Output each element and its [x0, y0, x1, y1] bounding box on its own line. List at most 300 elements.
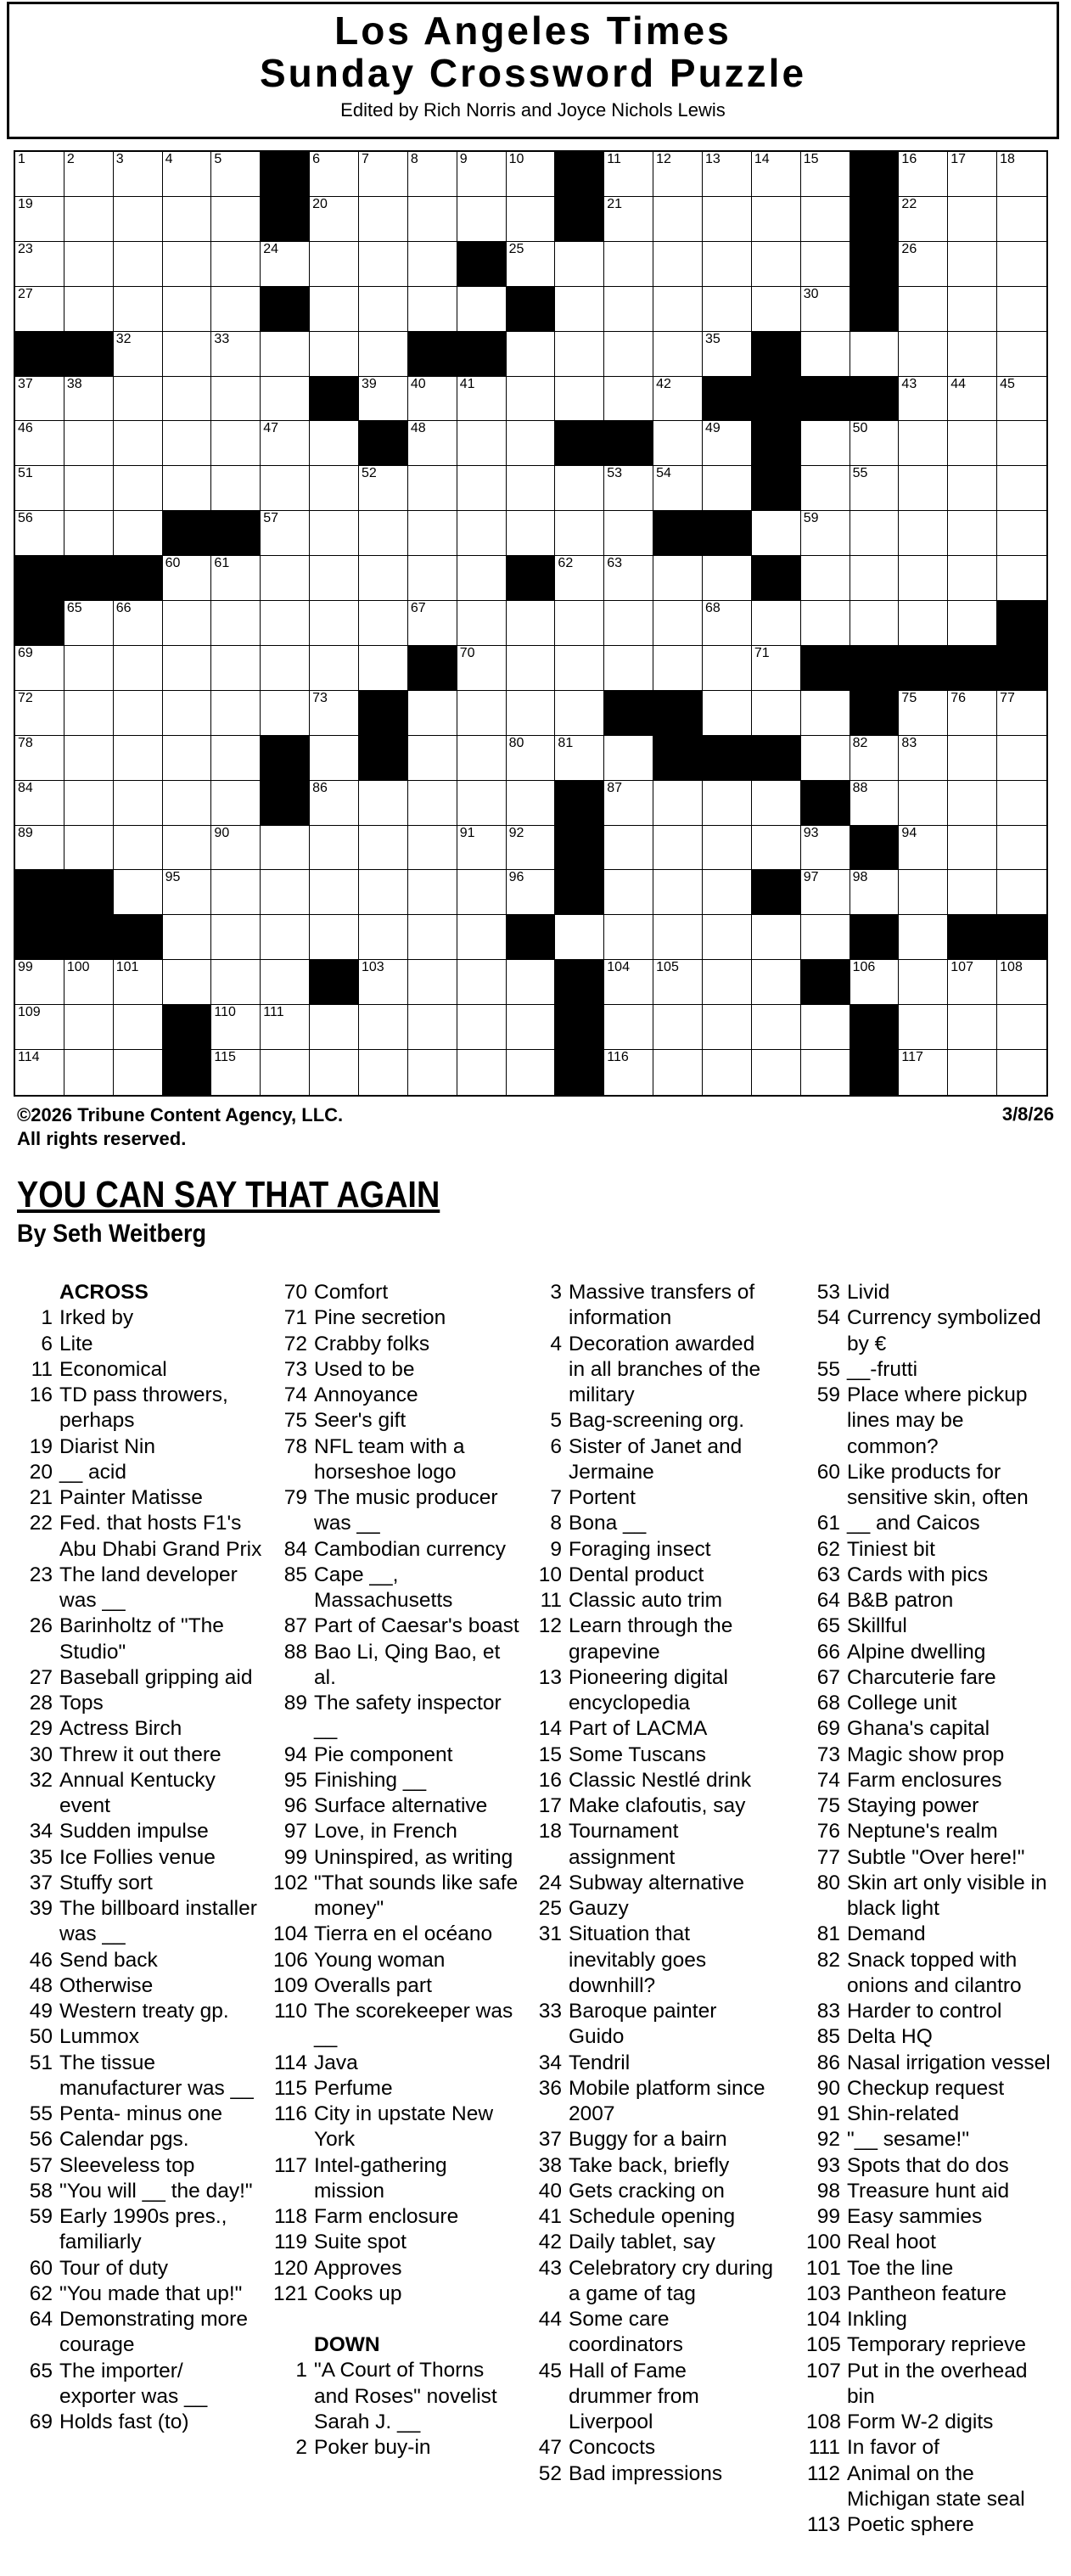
grid-cell[interactable] — [801, 332, 850, 377]
grid-cell[interactable] — [408, 1050, 457, 1095]
grid-cell[interactable] — [555, 915, 604, 960]
grid-cell[interactable] — [359, 197, 408, 242]
grid-cell[interactable] — [801, 1050, 850, 1095]
grid-cell[interactable] — [604, 826, 653, 871]
grid-cell[interactable] — [163, 152, 212, 197]
grid-cell[interactable] — [114, 332, 163, 377]
grid-cell[interactable] — [64, 421, 114, 466]
grid-cell[interactable] — [899, 826, 948, 871]
grid-cell[interactable] — [752, 601, 801, 646]
grid-cell[interactable] — [507, 960, 556, 1005]
grid-cell[interactable] — [163, 242, 212, 287]
grid-cell[interactable] — [555, 377, 604, 422]
grid-cell[interactable] — [211, 736, 261, 781]
grid-cell[interactable] — [310, 915, 359, 960]
grid-cell[interactable] — [948, 826, 997, 871]
grid-cell[interactable] — [997, 870, 1046, 915]
grid-cell[interactable] — [310, 601, 359, 646]
grid-cell[interactable] — [408, 287, 457, 332]
grid-cell[interactable] — [507, 826, 556, 871]
grid-cell[interactable] — [801, 197, 850, 242]
grid-cell[interactable] — [211, 377, 261, 422]
grid-cell[interactable] — [752, 691, 801, 736]
grid-cell[interactable] — [948, 870, 997, 915]
grid-cell[interactable] — [163, 377, 212, 422]
grid-cell[interactable] — [752, 826, 801, 871]
grid-cell[interactable] — [948, 960, 997, 1005]
grid-cell[interactable] — [261, 242, 310, 287]
grid-cell[interactable] — [948, 152, 997, 197]
grid-cell[interactable] — [310, 332, 359, 377]
grid-cell[interactable] — [457, 736, 507, 781]
grid-cell[interactable] — [703, 466, 752, 511]
grid-cell[interactable] — [604, 152, 653, 197]
grid-cell[interactable] — [703, 242, 752, 287]
grid-cell[interactable] — [703, 1005, 752, 1050]
grid-cell[interactable] — [64, 736, 114, 781]
grid-cell[interactable] — [359, 826, 408, 871]
grid-cell[interactable] — [801, 601, 850, 646]
grid-cell[interactable] — [310, 466, 359, 511]
grid-cell[interactable] — [64, 781, 114, 826]
grid-cell[interactable] — [211, 1005, 261, 1050]
grid-cell[interactable] — [948, 736, 997, 781]
grid-cell[interactable] — [211, 242, 261, 287]
grid-cell[interactable] — [899, 421, 948, 466]
grid-cell[interactable] — [703, 556, 752, 601]
grid-cell[interactable] — [310, 736, 359, 781]
grid-cell[interactable] — [899, 287, 948, 332]
grid-cell[interactable] — [703, 781, 752, 826]
grid-cell[interactable] — [457, 1005, 507, 1050]
grid-cell[interactable] — [114, 601, 163, 646]
grid-cell[interactable] — [507, 646, 556, 691]
grid-cell[interactable] — [408, 511, 457, 556]
grid-cell[interactable] — [64, 1005, 114, 1050]
grid-cell[interactable] — [211, 197, 261, 242]
grid-cell[interactable] — [997, 781, 1046, 826]
grid-cell[interactable] — [408, 421, 457, 466]
grid-cell[interactable] — [114, 242, 163, 287]
grid-cell[interactable] — [457, 870, 507, 915]
grid-cell[interactable] — [64, 197, 114, 242]
grid-cell[interactable] — [457, 960, 507, 1005]
grid-cell[interactable] — [15, 377, 64, 422]
grid-cell[interactable] — [948, 1005, 997, 1050]
grid-cell[interactable] — [948, 421, 997, 466]
grid-cell[interactable] — [752, 152, 801, 197]
grid-cell[interactable] — [604, 870, 653, 915]
grid-cell[interactable] — [408, 781, 457, 826]
grid-cell[interactable] — [555, 466, 604, 511]
grid-cell[interactable] — [899, 242, 948, 287]
grid-cell[interactable] — [703, 197, 752, 242]
grid-cell[interactable] — [703, 870, 752, 915]
grid-cell[interactable] — [555, 556, 604, 601]
grid-cell[interactable] — [359, 242, 408, 287]
grid-cell[interactable] — [408, 556, 457, 601]
grid-cell[interactable] — [163, 781, 212, 826]
grid-cell[interactable] — [15, 466, 64, 511]
grid-cell[interactable] — [310, 870, 359, 915]
grid-cell[interactable] — [703, 915, 752, 960]
grid-cell[interactable] — [555, 736, 604, 781]
grid-cell[interactable] — [64, 601, 114, 646]
grid-cell[interactable] — [261, 870, 310, 915]
grid-cell[interactable] — [899, 466, 948, 511]
grid-cell[interactable] — [801, 287, 850, 332]
grid-cell[interactable] — [752, 781, 801, 826]
grid-cell[interactable] — [801, 691, 850, 736]
grid-cell[interactable] — [359, 870, 408, 915]
grid-cell[interactable] — [64, 646, 114, 691]
grid-cell[interactable] — [850, 601, 900, 646]
grid-cell[interactable] — [114, 691, 163, 736]
grid-cell[interactable] — [163, 601, 212, 646]
grid-cell[interactable] — [310, 646, 359, 691]
grid-cell[interactable] — [555, 691, 604, 736]
grid-cell[interactable] — [163, 826, 212, 871]
grid-cell[interactable] — [801, 1005, 850, 1050]
grid-cell[interactable] — [15, 1050, 64, 1095]
grid-cell[interactable] — [359, 1050, 408, 1095]
grid-cell[interactable] — [163, 691, 212, 736]
grid-cell[interactable] — [752, 511, 801, 556]
grid-cell[interactable] — [408, 377, 457, 422]
grid-cell[interactable] — [15, 960, 64, 1005]
grid-cell[interactable] — [211, 421, 261, 466]
grid-cell[interactable] — [310, 197, 359, 242]
grid-cell[interactable] — [408, 1005, 457, 1050]
grid-cell[interactable] — [997, 960, 1046, 1005]
grid-cell[interactable] — [948, 466, 997, 511]
grid-cell[interactable] — [211, 915, 261, 960]
grid-cell[interactable] — [850, 511, 900, 556]
grid-cell[interactable] — [15, 511, 64, 556]
grid-cell[interactable] — [653, 152, 703, 197]
grid-cell[interactable] — [457, 287, 507, 332]
grid-cell[interactable] — [703, 332, 752, 377]
grid-cell[interactable] — [359, 377, 408, 422]
grid-cell[interactable] — [948, 781, 997, 826]
grid-cell[interactable] — [457, 646, 507, 691]
grid-cell[interactable] — [653, 601, 703, 646]
grid-cell[interactable] — [310, 826, 359, 871]
grid-cell[interactable] — [507, 242, 556, 287]
grid-cell[interactable] — [653, 1005, 703, 1050]
grid-cell[interactable] — [653, 1050, 703, 1095]
grid-cell[interactable] — [752, 242, 801, 287]
grid-cell[interactable] — [703, 1050, 752, 1095]
grid-cell[interactable] — [653, 870, 703, 915]
grid-cell[interactable] — [261, 915, 310, 960]
grid-cell[interactable] — [899, 960, 948, 1005]
grid-cell[interactable] — [211, 781, 261, 826]
grid-cell[interactable] — [604, 377, 653, 422]
grid-cell[interactable] — [64, 691, 114, 736]
grid-cell[interactable] — [408, 152, 457, 197]
grid-cell[interactable] — [261, 421, 310, 466]
grid-cell[interactable] — [15, 287, 64, 332]
grid-cell[interactable] — [703, 287, 752, 332]
grid-cell[interactable] — [408, 601, 457, 646]
grid-cell[interactable] — [310, 1050, 359, 1095]
grid-cell[interactable] — [163, 287, 212, 332]
grid-cell[interactable] — [801, 466, 850, 511]
grid-cell[interactable] — [703, 601, 752, 646]
grid-cell[interactable] — [359, 960, 408, 1005]
grid-cell[interactable] — [507, 691, 556, 736]
grid-cell[interactable] — [457, 915, 507, 960]
grid-cell[interactable] — [310, 287, 359, 332]
grid-cell[interactable] — [64, 1050, 114, 1095]
grid-cell[interactable] — [850, 421, 900, 466]
grid-cell[interactable] — [899, 1050, 948, 1095]
grid-cell[interactable] — [408, 915, 457, 960]
grid-cell[interactable] — [310, 781, 359, 826]
grid-cell[interactable] — [64, 287, 114, 332]
grid-cell[interactable] — [604, 287, 653, 332]
grid-cell[interactable] — [604, 1005, 653, 1050]
grid-cell[interactable] — [801, 511, 850, 556]
grid-cell[interactable] — [555, 601, 604, 646]
grid-cell[interactable] — [752, 1050, 801, 1095]
grid-cell[interactable] — [310, 1005, 359, 1050]
grid-cell[interactable] — [163, 915, 212, 960]
grid-cell[interactable] — [163, 960, 212, 1005]
grid-cell[interactable] — [261, 511, 310, 556]
grid-cell[interactable] — [310, 421, 359, 466]
grid-cell[interactable] — [604, 511, 653, 556]
grid-cell[interactable] — [163, 646, 212, 691]
grid-cell[interactable] — [899, 781, 948, 826]
grid-cell[interactable] — [801, 736, 850, 781]
grid-cell[interactable] — [850, 870, 900, 915]
grid-cell[interactable] — [899, 870, 948, 915]
grid-cell[interactable] — [310, 152, 359, 197]
grid-cell[interactable] — [163, 332, 212, 377]
grid-cell[interactable] — [801, 870, 850, 915]
grid-cell[interactable] — [997, 287, 1046, 332]
grid-cell[interactable] — [261, 556, 310, 601]
grid-cell[interactable] — [899, 332, 948, 377]
grid-cell[interactable] — [899, 1005, 948, 1050]
grid-cell[interactable] — [948, 511, 997, 556]
grid-cell[interactable] — [899, 197, 948, 242]
grid-cell[interactable] — [850, 466, 900, 511]
grid-cell[interactable] — [163, 466, 212, 511]
grid-cell[interactable] — [261, 960, 310, 1005]
grid-cell[interactable] — [801, 242, 850, 287]
grid-cell[interactable] — [64, 152, 114, 197]
grid-cell[interactable] — [457, 466, 507, 511]
grid-cell[interactable] — [211, 332, 261, 377]
grid-cell[interactable] — [261, 601, 310, 646]
grid-cell[interactable] — [850, 556, 900, 601]
grid-cell[interactable] — [359, 466, 408, 511]
grid-cell[interactable] — [114, 646, 163, 691]
grid-cell[interactable] — [899, 511, 948, 556]
grid-cell[interactable] — [261, 466, 310, 511]
grid-cell[interactable] — [752, 915, 801, 960]
grid-cell[interactable] — [261, 691, 310, 736]
grid-cell[interactable] — [211, 601, 261, 646]
grid-cell[interactable] — [114, 511, 163, 556]
grid-cell[interactable] — [359, 1005, 408, 1050]
grid-cell[interactable] — [653, 915, 703, 960]
grid-cell[interactable] — [653, 287, 703, 332]
grid-cell[interactable] — [64, 826, 114, 871]
grid-cell[interactable] — [801, 152, 850, 197]
grid-cell[interactable] — [114, 826, 163, 871]
grid-cell[interactable] — [15, 646, 64, 691]
grid-cell[interactable] — [15, 826, 64, 871]
grid-cell[interactable] — [114, 870, 163, 915]
grid-cell[interactable] — [997, 152, 1046, 197]
grid-cell[interactable] — [899, 915, 948, 960]
grid-cell[interactable] — [261, 826, 310, 871]
grid-cell[interactable] — [948, 1050, 997, 1095]
grid-cell[interactable] — [15, 242, 64, 287]
grid-cell[interactable] — [604, 332, 653, 377]
grid-cell[interactable] — [261, 1050, 310, 1095]
grid-cell[interactable] — [801, 826, 850, 871]
grid-cell[interactable] — [457, 421, 507, 466]
grid-cell[interactable] — [604, 197, 653, 242]
grid-cell[interactable] — [261, 646, 310, 691]
grid-cell[interactable] — [653, 332, 703, 377]
grid-cell[interactable] — [114, 377, 163, 422]
grid-cell[interactable] — [653, 242, 703, 287]
grid-cell[interactable] — [752, 960, 801, 1005]
grid-cell[interactable] — [850, 781, 900, 826]
grid-cell[interactable] — [604, 646, 653, 691]
grid-cell[interactable] — [408, 736, 457, 781]
grid-cell[interactable] — [15, 197, 64, 242]
grid-cell[interactable] — [948, 242, 997, 287]
grid-cell[interactable] — [310, 511, 359, 556]
grid-cell[interactable] — [507, 152, 556, 197]
grid-cell[interactable] — [752, 287, 801, 332]
grid-cell[interactable] — [604, 736, 653, 781]
grid-cell[interactable] — [114, 197, 163, 242]
grid-cell[interactable] — [507, 601, 556, 646]
grid-cell[interactable] — [653, 466, 703, 511]
grid-cell[interactable] — [507, 197, 556, 242]
grid-cell[interactable] — [114, 287, 163, 332]
grid-cell[interactable] — [114, 736, 163, 781]
grid-cell[interactable] — [457, 601, 507, 646]
grid-cell[interactable] — [948, 287, 997, 332]
grid-cell[interactable] — [507, 1050, 556, 1095]
grid-cell[interactable] — [211, 152, 261, 197]
grid-cell[interactable] — [359, 332, 408, 377]
grid-cell[interactable] — [507, 377, 556, 422]
grid-cell[interactable] — [653, 960, 703, 1005]
grid-cell[interactable] — [507, 466, 556, 511]
grid-cell[interactable] — [211, 691, 261, 736]
grid-cell[interactable] — [948, 197, 997, 242]
grid-cell[interactable] — [15, 1005, 64, 1050]
grid-cell[interactable] — [948, 556, 997, 601]
grid-cell[interactable] — [408, 197, 457, 242]
grid-cell[interactable] — [359, 287, 408, 332]
grid-cell[interactable] — [211, 870, 261, 915]
grid-cell[interactable] — [359, 152, 408, 197]
grid-cell[interactable] — [359, 915, 408, 960]
grid-cell[interactable] — [801, 421, 850, 466]
grid-cell[interactable] — [604, 781, 653, 826]
grid-cell[interactable] — [163, 421, 212, 466]
grid-cell[interactable] — [114, 466, 163, 511]
grid-cell[interactable] — [359, 646, 408, 691]
grid-cell[interactable] — [310, 691, 359, 736]
grid-cell[interactable] — [359, 556, 408, 601]
grid-cell[interactable] — [653, 421, 703, 466]
grid-cell[interactable] — [211, 287, 261, 332]
grid-cell[interactable] — [604, 915, 653, 960]
grid-cell[interactable] — [752, 1005, 801, 1050]
grid-cell[interactable] — [850, 332, 900, 377]
grid-cell[interactable] — [211, 646, 261, 691]
grid-cell[interactable] — [997, 377, 1046, 422]
grid-cell[interactable] — [997, 736, 1046, 781]
grid-cell[interactable] — [114, 781, 163, 826]
grid-cell[interactable] — [64, 377, 114, 422]
grid-cell[interactable] — [211, 466, 261, 511]
grid-cell[interactable] — [64, 511, 114, 556]
grid-cell[interactable] — [997, 511, 1046, 556]
grid-cell[interactable] — [15, 691, 64, 736]
grid-cell[interactable] — [408, 960, 457, 1005]
grid-cell[interactable] — [457, 377, 507, 422]
grid-cell[interactable] — [752, 197, 801, 242]
grid-cell[interactable] — [555, 646, 604, 691]
grid-cell[interactable] — [114, 960, 163, 1005]
grid-cell[interactable] — [850, 960, 900, 1005]
grid-cell[interactable] — [948, 691, 997, 736]
grid-cell[interactable] — [211, 1050, 261, 1095]
grid-cell[interactable] — [408, 466, 457, 511]
grid-cell[interactable] — [997, 421, 1046, 466]
grid-cell[interactable] — [604, 556, 653, 601]
grid-cell[interactable] — [310, 556, 359, 601]
grid-cell[interactable] — [703, 152, 752, 197]
grid-cell[interactable] — [801, 556, 850, 601]
grid-cell[interactable] — [359, 781, 408, 826]
grid-cell[interactable] — [703, 646, 752, 691]
grid-cell[interactable] — [507, 870, 556, 915]
grid-cell[interactable] — [211, 556, 261, 601]
grid-cell[interactable] — [15, 781, 64, 826]
grid-cell[interactable] — [507, 1005, 556, 1050]
grid-cell[interactable] — [997, 1005, 1046, 1050]
grid-cell[interactable] — [310, 242, 359, 287]
grid-cell[interactable] — [948, 332, 997, 377]
grid-cell[interactable] — [653, 556, 703, 601]
grid-cell[interactable] — [64, 466, 114, 511]
grid-cell[interactable] — [507, 736, 556, 781]
grid-cell[interactable] — [114, 152, 163, 197]
grid-cell[interactable] — [555, 242, 604, 287]
grid-cell[interactable] — [604, 242, 653, 287]
grid-cell[interactable] — [604, 601, 653, 646]
grid-cell[interactable] — [507, 781, 556, 826]
grid-cell[interactable] — [997, 691, 1046, 736]
grid-cell[interactable] — [457, 152, 507, 197]
grid-cell[interactable] — [653, 646, 703, 691]
grid-cell[interactable] — [64, 960, 114, 1005]
